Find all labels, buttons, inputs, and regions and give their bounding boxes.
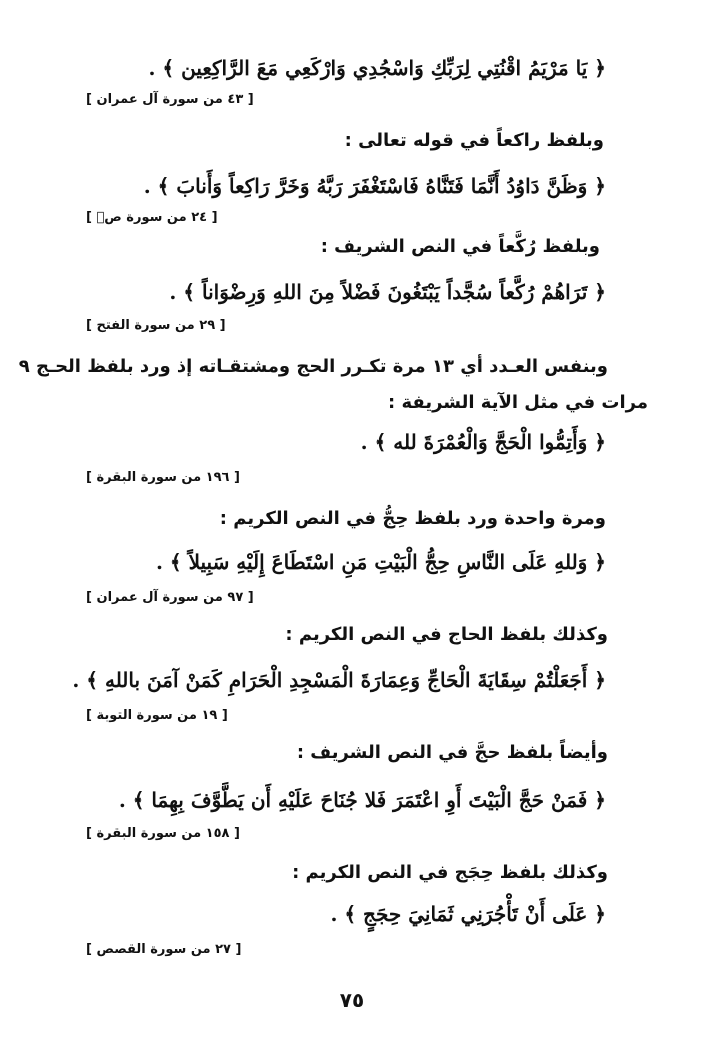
page-number: ٧٥	[339, 988, 365, 1012]
intro-line: وبلفظ راكعاً في قوله تعالى :	[344, 130, 604, 151]
verse-line: ﴿ وَأَتِمُّوا الْحَجَّ وَالْعُمْرَةَ لله ﴾ .	[360, 430, 606, 454]
surah-reference: [ ٤٣ من سورة آل عمران ]	[86, 92, 254, 107]
surah-reference: [ ٢٩ من سورة الفتح ]	[86, 318, 226, 333]
surah-reference: [ ٢٧ من سورة القصص ]	[86, 942, 242, 957]
surah-reference: [ ١٥٨ من سورة البقرة ]	[86, 826, 240, 841]
paragraph-line: مرات في مثل الآية الشريفة :	[387, 392, 648, 413]
intro-line: وكذلك بلفظ حِجَج في النص الكريم :	[292, 862, 608, 883]
intro-line: وأيضاً بلفظ حجَّ في النص الشريف :	[296, 742, 608, 763]
intro-line: وكذلك بلفظ الحاج في النص الكريم :	[285, 624, 608, 645]
verse-line: ﴿ يَا مَرْيَمُ اقْنُتِي لِرَبِّكِ وَاسْجُدِي وَارْكَعِي مَعَ الرَّاكِعِين ﴾ .	[148, 56, 606, 80]
verse-line: ﴿ أَجَعَلْتُمْ سِقَايَةَ الْحَاجِّ وَعِمَارَةَ الْمَسْجِدِ الْحَرَامِ كَمَنْ آمَنَ باللهِ ﴾ .	[72, 668, 606, 692]
intro-line: وبلفظ رُكَّعاً في النص الشريف :	[320, 236, 600, 257]
surah-reference: [ ٩٧ من سورة آل عمران ]	[86, 590, 254, 605]
paragraph-line: وبنفس العـدد أي ١٣ مرة تكـرر الحج ومشتقـاته إذ ورد بلفظ الحـج ٩	[18, 356, 608, 377]
surah-reference: [ ١٩٦ من سورة البقرة ]	[86, 470, 240, 485]
verse-line: ﴿ فَمَنْ حَجَّ الْبَيْتَ أَوِ اعْتَمَرَ فَلا جُنَاحَ عَلَيْهِ أَن يَطَّوَّفَ بِهِمَا ﴾ .	[118, 788, 606, 812]
verse-line: ﴿ وَظَنَّ دَاوُدُ أَنَّمَا فَتَنَّاهُ فَاسْتَغْفَرَ رَبَّهُ وَخَرَّ رَاكِعاً وَأَنابَ ﴾ .	[143, 174, 606, 198]
surah-reference: [ ٢٤ من سورة صۤ ]	[86, 210, 218, 225]
surah-reference: [ ١٩ من سورة التوبة ]	[86, 708, 228, 723]
verse-line: ﴿ تَرَاهُمْ رُكَّعاً سُجَّداً يَبْتَغُونَ فَضْلاً مِنَ اللهِ وَرِضْوَاناً ﴾ .	[169, 280, 606, 304]
verse-line: ﴿ وَللهِ عَلَى النَّاسِ حِجُّ الْبَيْتِ مَنِ اسْتَطَاعَ إِلَيْهِ سَبِيلاً ﴾ .	[155, 550, 606, 574]
verse-line: ﴿ عَلَى أَنْ تَأْجُرَنِي ثَمَانِيَ حِجَجٍ ﴾ .	[330, 902, 606, 926]
intro-line: ومرة واحدة ورد بلفظ حِجُّ في النص الكريم :	[219, 508, 606, 529]
